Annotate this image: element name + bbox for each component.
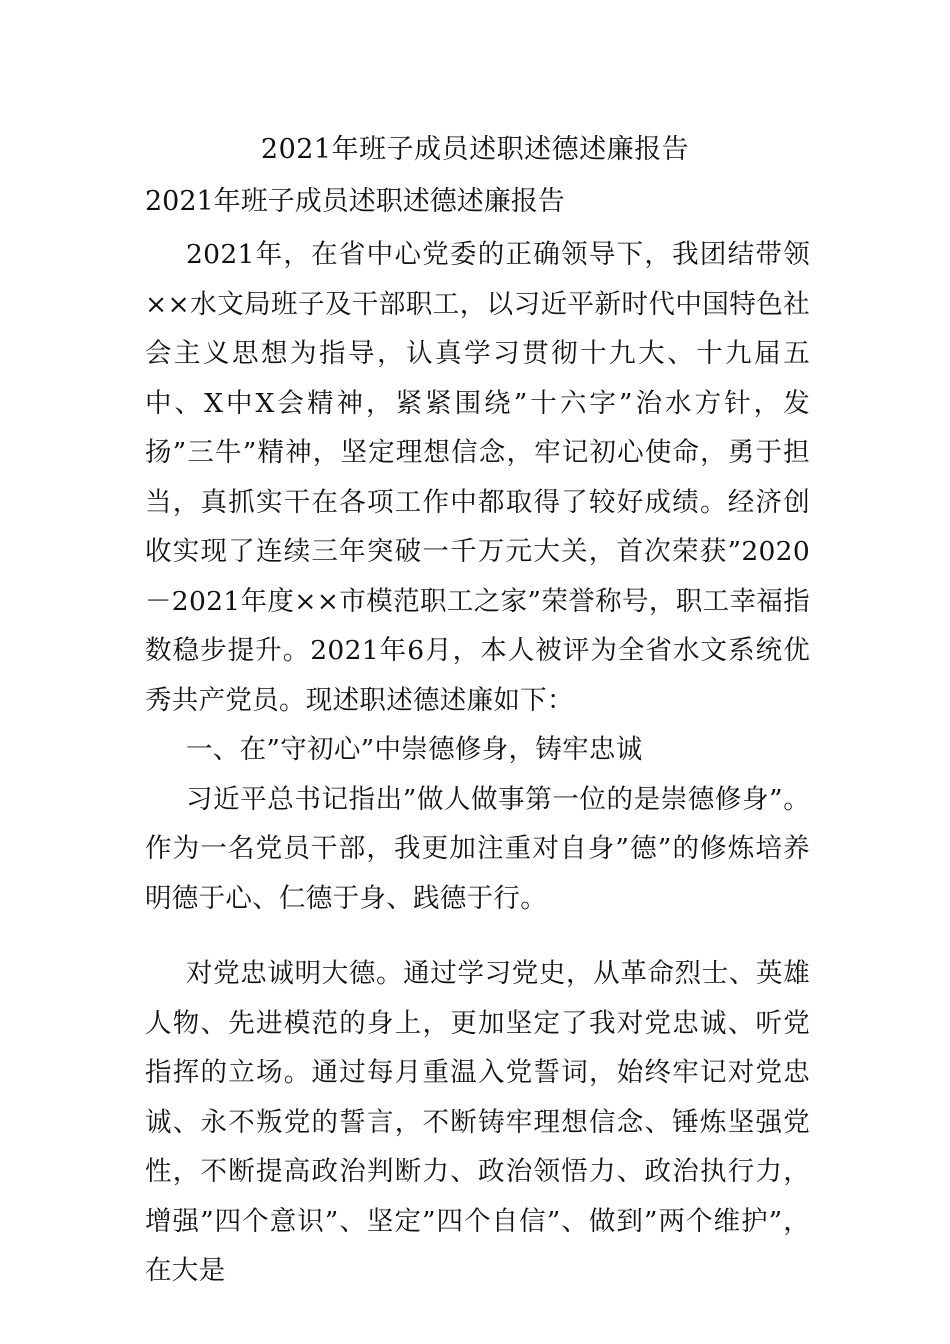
document-title: 2021年班子成员述职述德述廉报告 — [260, 134, 690, 165]
document-subtitle: 2021年班子成员述职述德述廉报告 — [145, 186, 565, 217]
document-body — [145, 230, 810, 1296]
section-heading: 一、在”守初心”中崇德修身，铸牢忠诚 — [186, 734, 643, 765]
body-paragraph: 对党忠诚明大德。通过学习党史，从革命烈士、英雄人物、先进模范的身上，更加坚定了我对党忠诚、听党指挥的立场。通过每月重温入党誓词，始终牢记对党忠诚、永不叛党的誓言，不断铸牢理想信念、锤炼坚强党性，不断提高政治判断力、政治领悟力、政治执行力，增强”四个意识”、坚定”四个自信”、做到”两个维护”，在大是 — [145, 958, 810, 1286]
body-paragraph: 习近平总书记指出”做人做事第一位的是崇德修身”。作为一名党员干部，我更加注重对自身”德”的修炼培养明德于心、仁德于身、践德于行。 — [145, 783, 810, 914]
intro-paragraph: 2021年，在省中心党委的正确领导下，我团结带领××水文局班子及干部职工，以习近平新时代中国特色社会主义思想为指导，认真学习贯彻十九大、十九届五中、X中X会精神，紧紧围绕”十六字”治水方针，发扬”三牛”精神，坚定理想信念，牢记初心使命，勇于担当，真抓实干在各项工作中都取得了较好成绩。经济创收实现了连续三年突破一千万元大关，首次荣获”2020－2021年度××市模范职工之家”荣誉称号，职工幸福指数稳步提升。2021年6月，本人被评为全省水文系统优秀共产党员。现述职述德述廉如下： — [145, 239, 810, 716]
